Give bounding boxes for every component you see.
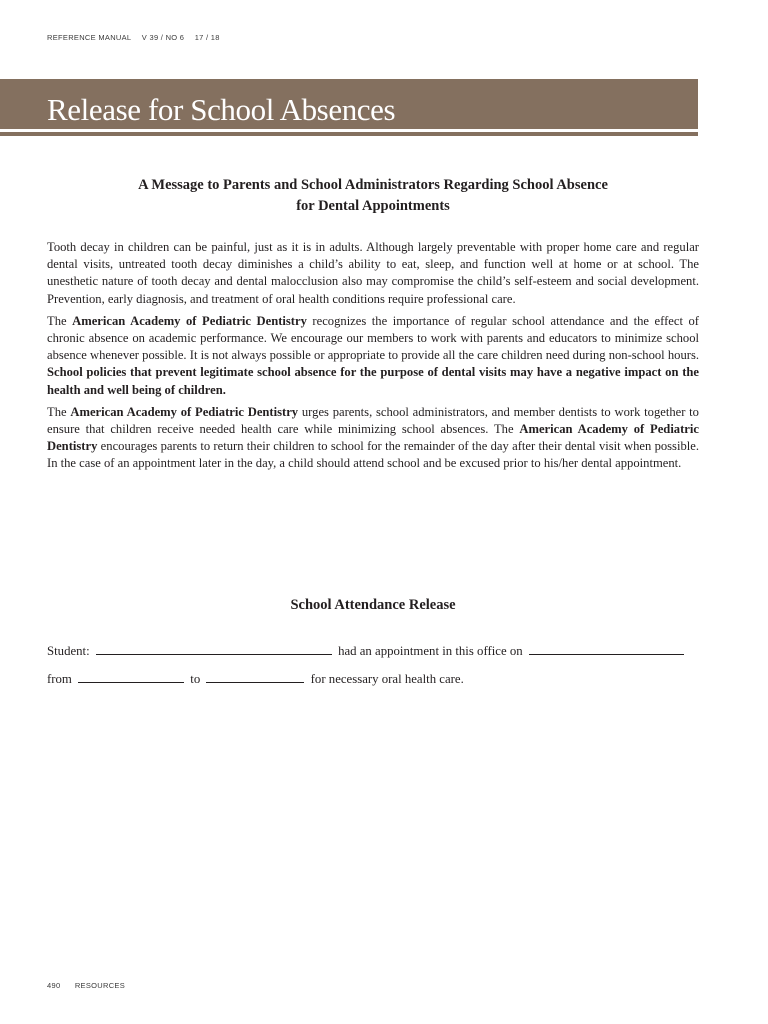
- organization-name: American Academy of Pediatric Dentistry: [72, 313, 307, 328]
- page-footer: [47, 981, 137, 990]
- section-name: RESOURCES: [74, 981, 126, 990]
- page-number: 490: [47, 981, 61, 990]
- paragraph-3: [47, 404, 699, 473]
- title-divider: [0, 132, 698, 136]
- message-subtitle: [47, 175, 699, 217]
- student-label: Student:: [47, 644, 90, 658]
- p3-prefix: The: [47, 404, 71, 419]
- journal-name: REFERENCE MANUAL: [47, 33, 132, 42]
- paragraph-1: Tooth decay in children can be painful, just as it is in adults. Although largely preventable with proper home care and regular dental visits, untreated tooth decay diminishes a child’s ability to eat, sleep, and function well at home or at school. The unesthetic nature of tooth decay and dental malocclusion also may compromise the child’s self-esteem and social development. Prevention, early diagnosis, and treatment of oral health conditions require professional care.: [47, 240, 699, 306]
- policy-statement: School policies that prevent legitimate school absence for the purpose of dental visits may have a negative impact on the health and well being of children.: [47, 365, 699, 397]
- release-line-student: [47, 642, 687, 659]
- student-name-blank[interactable]: [96, 642, 332, 655]
- from-label: from: [47, 672, 72, 686]
- page-title: Release for School Absences: [47, 92, 396, 127]
- p3-end: encourages parents to return their children to school for the remainder of the day after their dental visit when possible. In the case of an appointment later in the day, a child should attend school and be excused prior to his/her dental appointment.: [47, 439, 699, 471]
- p3-middle: urges parents, school administrators, and member dentists to work together to ensure that children receive needed health care while minimizing school absences. The: [47, 404, 699, 437]
- title-band: [0, 79, 698, 129]
- message-body: [47, 239, 699, 478]
- paragraph-2: [47, 313, 699, 399]
- edition-years: 17 / 18: [194, 33, 220, 42]
- release-title: School Attendance Release: [290, 597, 456, 613]
- to-time-blank[interactable]: [206, 670, 304, 683]
- volume-issue: V 39 / NO 6: [141, 33, 185, 42]
- organization-name: American Academy of Pediatric Dentistry: [47, 422, 699, 454]
- p2-prefix: The: [47, 313, 73, 328]
- subtitle-line-1: A Message to Parents and School Administrators Regarding School Absence: [138, 177, 608, 193]
- release-line-time: [47, 670, 464, 687]
- care-text: for necessary oral health care.: [310, 672, 464, 686]
- organization-name: American Academy of Pediatric Dentistry: [70, 404, 299, 419]
- running-head: [47, 33, 228, 42]
- subtitle-line-2: for Dental Appointments: [296, 198, 450, 214]
- appointment-date-blank[interactable]: [529, 642, 684, 655]
- p2-middle: recognizes the importance of regular school attendance and the effect of chronic absence on academic performance. We encourage our members to work with parents and educators to minimize school absence whenever possible. It is not always possible or appropriate to provide all the care children need during non-school hours.: [47, 313, 699, 363]
- appointment-text: had an appointment in this office on: [338, 644, 523, 658]
- to-label: to: [190, 672, 201, 686]
- from-time-blank[interactable]: [78, 670, 184, 683]
